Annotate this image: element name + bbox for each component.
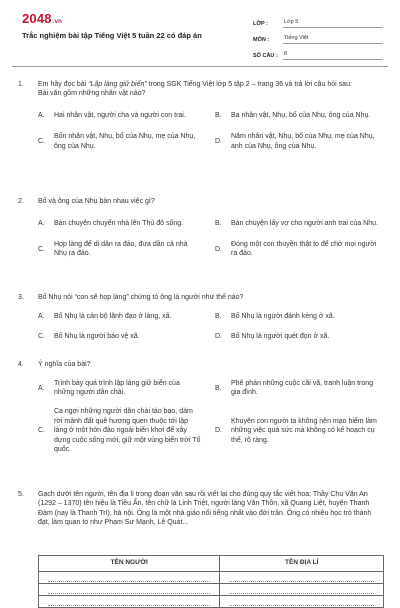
question-text-emphasis: “Lập làng giữ biển” [88, 81, 147, 88]
option-letter: B. [215, 219, 222, 227]
option-d[interactable] [215, 332, 384, 341]
logo-main: 2048 [22, 11, 52, 26]
question-4 [18, 360, 384, 455]
question-text-part: trong SGK Tiếng Việt lớp 5 tập 2 – trang 36 và trả lời câu hỏi sau: [146, 81, 352, 88]
dotted-line [229, 578, 374, 582]
option-text: Năm nhân vật, Nhụ, bố của Nhụ, mẹ của Nhụ, anh của Nhụ, ông của Nhụ. [231, 133, 375, 150]
site-logo[interactable] [22, 10, 62, 28]
option-b[interactable] [215, 377, 384, 399]
question-number: 4. [18, 361, 24, 368]
table-row [39, 596, 384, 608]
option-letter: A. [38, 219, 45, 227]
option-letter: C. [38, 245, 45, 253]
option-c[interactable] [38, 131, 207, 153]
option-d[interactable] [215, 131, 384, 153]
table-cell-people[interactable] [39, 584, 220, 596]
info-row-class [253, 15, 383, 28]
question-subtext: Bài văn gồm những nhân vật nào? [38, 90, 146, 98]
info-value: Tiếng Việt [283, 35, 383, 44]
option-a[interactable] [38, 212, 207, 234]
question-text: Bố và ông của Nhụ bàn nhau việc gì? [38, 198, 155, 205]
option-a[interactable] [38, 312, 207, 321]
option-c[interactable] [38, 238, 207, 260]
option-text: Trình bày quá trình lập làng giữ biển của những người dân chài. [54, 380, 180, 397]
question-3 [18, 293, 384, 341]
option-text: Bàn chuyện lấy vợ cho người anh trai của Nhụ. [231, 219, 378, 227]
option-text: Bốn nhân vật, Nhụ, bố của Nhụ, mẹ của Nhụ, ông của Nhụ. [54, 133, 196, 150]
table-row [39, 572, 384, 584]
table-cell-places[interactable] [220, 584, 384, 596]
question-number: 1. [18, 81, 24, 88]
option-text: Phê phán những cuộc cãi vã, tranh luận trong gia đình. [231, 380, 374, 397]
question-number: 5. [18, 491, 24, 498]
table-cell-people[interactable] [39, 596, 220, 608]
option-letter: A. [38, 313, 45, 321]
option-letter: B. [215, 313, 222, 321]
dotted-line [229, 590, 374, 594]
option-b[interactable] [215, 312, 384, 321]
question-text: Ý nghĩa của bài? [38, 361, 91, 368]
table-cell-places[interactable] [220, 596, 384, 608]
page-title: Trắc nghiệm bài tập Tiếng Việt 5 tuần 22 có đáp án [22, 31, 202, 40]
question-number: 2. [18, 198, 24, 205]
option-text: Khuyên con người ta không nên mạo hiểm làm những việc quá sức mà không có kế hoạch cụ thể, rõ ràng. [231, 417, 377, 444]
option-letter: C. [38, 138, 45, 146]
question-2 [18, 197, 384, 260]
question-5 [18, 490, 384, 528]
dotted-line [48, 578, 210, 582]
info-panel [253, 15, 383, 63]
table-cell-places[interactable] [220, 572, 384, 584]
option-letter: B. [215, 112, 222, 120]
option-letter: C. [38, 332, 45, 340]
info-row-count [253, 47, 383, 60]
option-b[interactable] [215, 212, 384, 234]
option-c[interactable] [38, 332, 207, 341]
option-c[interactable] [38, 407, 207, 454]
option-letter: D. [215, 245, 222, 253]
option-d[interactable] [215, 407, 384, 454]
header-divider [12, 66, 388, 67]
option-a[interactable] [38, 377, 207, 399]
table-row [39, 584, 384, 596]
option-text: Họp làng để di dân ra đảo, đưa dần cả nhà Nhụ ra đảo. [54, 241, 188, 258]
option-text: Đóng một con thuyền thật to để chở mọi người ra đảo. [231, 241, 377, 258]
info-label: LỚP : [253, 20, 268, 27]
question-1 [18, 80, 384, 153]
option-text: Ba nhân vật, Nhụ, bố của Nhụ, ông của Nhụ. [231, 112, 371, 120]
option-letter: D. [215, 427, 222, 435]
option-text: Hai nhân vật, người cha và người con trai. [54, 112, 186, 120]
option-letter: C. [38, 427, 45, 435]
option-text: Bàn chuyện chuyển nhà lên Thủ đô sống. [54, 219, 184, 227]
table-header-places: TÊN ĐỊA LÍ [220, 556, 384, 572]
answer-table [38, 555, 384, 608]
info-label: MÔN : [253, 36, 270, 43]
option-letter: B. [215, 384, 222, 392]
dotted-line [229, 602, 374, 606]
option-letter: A. [38, 112, 45, 120]
option-text: Ca ngợi những người dân chài táo bạo, dám rời mảnh đất quê hương quen thuộc tới lập làng ở một hòn đảo ngoài biển khơi để xây dựng cuộc sống mới, giữ một vùng biển trời Tổ quốc. [54, 408, 201, 454]
option-a[interactable] [38, 105, 207, 127]
info-label: SỐ CÂU : [253, 52, 278, 59]
question-text: Bố Nhụ nói “con sẽ họp làng” chứng tỏ ông là người như thế nào? [38, 294, 244, 301]
option-letter: A. [38, 384, 45, 392]
question-text: Gạch dưới tên người, tên địa lí trong đoạn văn sau rồi viết lại cho đúng quy tắc viết hoa: Thầy Chu Văn An (1292 – 1370) tên hiệu là Tiều Ẩn, tên chữ là Linh Triệt, người làng Văn Thôn, xã Quang Liệt, huyện Thanh Đàm (nay là Thanh Trì), hà nội. Ông là một nhà giáo nổi tiếng nhất vào đời trần. Ông có nhiều học trò thành đạt, làm quan to như Phạm Sư Mạnh, Lê Quát... [38, 491, 372, 527]
info-value: 8 [283, 51, 383, 60]
table-cell-people[interactable] [39, 572, 220, 584]
question-text-part: Em hãy đọc bài [38, 81, 89, 88]
option-letter: D. [215, 332, 222, 340]
option-text: Bố Nhụ là cán bộ lãnh đạo ở làng, xã. [54, 313, 172, 321]
dotted-line [48, 602, 210, 606]
dotted-line [48, 590, 210, 594]
table-header-row [39, 556, 384, 572]
question-text [38, 80, 384, 89]
question-number: 3. [18, 294, 24, 301]
info-row-subject [253, 31, 383, 44]
info-value: Lớp 5 [283, 19, 383, 28]
option-text: Bố Nhụ là người đánh kẻng ở xã. [231, 313, 335, 321]
page-header [0, 0, 400, 64]
table-header-people: TÊN NGƯỜI [39, 556, 220, 572]
option-d[interactable] [215, 238, 384, 260]
option-text: Bố Nhụ là người quét đọn ở xã. [231, 332, 330, 340]
option-letter: D. [215, 138, 222, 146]
option-b[interactable] [215, 105, 384, 127]
logo-tld: .vn [52, 19, 63, 25]
option-text: Bố Nhụ là người bảo vệ xã. [54, 332, 140, 340]
